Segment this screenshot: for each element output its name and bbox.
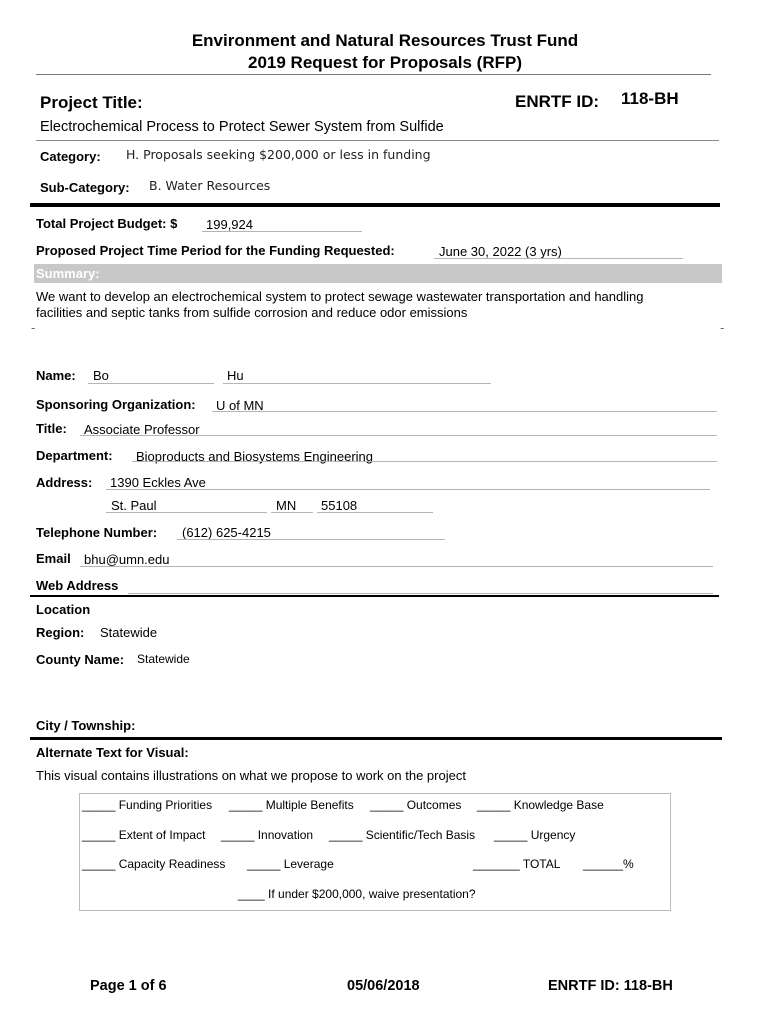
region-value: Statewide — [100, 625, 158, 640]
score-funding-priorities: _____ Funding Priorities — [82, 798, 213, 812]
web-address-label: Web Address — [36, 578, 119, 593]
score-leverage: _____ Leverage — [247, 857, 334, 871]
email-value: bhu@umn.edu — [84, 552, 170, 567]
budget-underline — [202, 231, 362, 232]
department-underline — [132, 461, 717, 462]
waive-presentation: ____ If under $200,000, waive presentation? — [238, 887, 476, 901]
last-name-underline — [223, 383, 491, 384]
web-address-underline — [128, 593, 713, 594]
department-value: Bioproducts and Biosystems Engineering — [136, 449, 374, 464]
title-rule — [36, 140, 719, 141]
category-label: Category: — [40, 149, 101, 164]
organization-value: U of MN — [216, 398, 264, 413]
zip-value: 55108 — [321, 498, 358, 513]
county-value: Statewide — [137, 652, 190, 666]
street-underline — [106, 489, 710, 490]
first-name-underline — [88, 383, 214, 384]
budget-value: 199,924 — [206, 217, 253, 232]
state-value: MN — [276, 498, 297, 513]
score-urgency: _____ Urgency — [494, 828, 576, 842]
footer-page: Page 1 of 6 — [90, 978, 167, 994]
email-label: Email — [36, 551, 71, 566]
category-rule — [30, 203, 720, 207]
county-label: County Name: — [36, 652, 125, 667]
time-period-value: June 30, 2022 (3 yrs) — [439, 244, 562, 259]
score-multiple-benefits: _____ Multiple Benefits — [229, 798, 354, 812]
zip-underline — [317, 512, 433, 513]
location-label: Location — [36, 602, 91, 617]
summary-bar — [34, 264, 722, 283]
enrtf-id-label: ENRTF ID: — [515, 92, 600, 111]
contact-rule — [30, 595, 719, 597]
city-township-label: City / Township: — [36, 718, 136, 733]
email-underline — [80, 566, 713, 567]
phone-underline — [177, 539, 445, 540]
time-period-label: Proposed Project Time Period for the Funding Requested: — [36, 243, 395, 258]
last-name: Hu — [227, 368, 244, 383]
header-line-2: 2019 Request for Proposals (RFP) — [248, 53, 522, 72]
alt-text-value: This visual contains illustrations on what we propose to work on the project — [36, 768, 466, 783]
score-knowledge-base: _____ Knowledge Base — [477, 798, 604, 812]
street-value: 1390 Eckles Ave — [110, 475, 206, 490]
time-period-underline — [434, 258, 683, 259]
header-line-1: Environment and Natural Resources Trust Fund — [191, 31, 579, 50]
alt-text-label: Alternate Text for Visual: — [36, 745, 189, 760]
department-label: Department: — [36, 448, 113, 463]
address-label: Address: — [36, 475, 93, 490]
title-label: Title: — [36, 421, 67, 436]
summary-dash-left: - — [31, 320, 36, 335]
sub-category-value: B. Water Resources — [149, 178, 271, 193]
footer-date: 05/06/2018 — [347, 978, 420, 994]
sub-category-label: Sub-Category: — [40, 180, 130, 195]
location-rule — [30, 737, 722, 740]
first-name: Bo — [93, 368, 109, 383]
title-value: Associate Professor — [84, 422, 200, 437]
region-label: Region: — [36, 625, 85, 640]
organization-underline — [212, 411, 717, 412]
name-label: Name: — [36, 368, 76, 383]
organization-label: Sponsoring Organization: — [36, 397, 196, 412]
score-scientific-tech-basis: _____ Scientific/Tech Basis — [329, 828, 476, 842]
score-percent: ______% — [583, 857, 634, 871]
summary-dash-right: - — [720, 320, 725, 335]
score-total: _______ TOTAL — [473, 857, 561, 871]
city-underline — [106, 512, 267, 513]
summary-label: Summary: — [36, 266, 100, 281]
footer-id: ENRTF ID: 118-BH — [548, 978, 673, 994]
phone-value: (612) 625-4215 — [182, 525, 271, 540]
score-innovation: _____ Innovation — [221, 828, 314, 842]
city-value: St. Paul — [111, 498, 157, 513]
budget-label: Total Project Budget: $ — [36, 216, 178, 231]
score-outcomes: _____ Outcomes — [370, 798, 462, 812]
phone-label: Telephone Number: — [36, 525, 158, 540]
header-rule — [36, 74, 711, 75]
project-title-label: Project Title: — [40, 93, 143, 112]
summary-line-2: facilities and septic tanks from sulfide corrosion and reduce odor emissions — [36, 305, 468, 320]
title-underline — [80, 435, 717, 436]
category-value: H. Proposals seeking $200,000 or less in funding — [126, 147, 431, 162]
project-title: Electrochemical Process to Protect Sewer System from Sulfide — [40, 119, 444, 135]
score-extent-of-impact: _____ Extent of Impact — [82, 828, 206, 842]
summary-line-1: We want to develop an electrochemical system to protect sewage wastewater transportation and handling — [36, 289, 644, 304]
enrtf-id-value: 118-BH — [621, 89, 679, 108]
state-underline — [271, 512, 313, 513]
score-capacity-readiness: _____ Capacity Readiness — [82, 857, 226, 871]
